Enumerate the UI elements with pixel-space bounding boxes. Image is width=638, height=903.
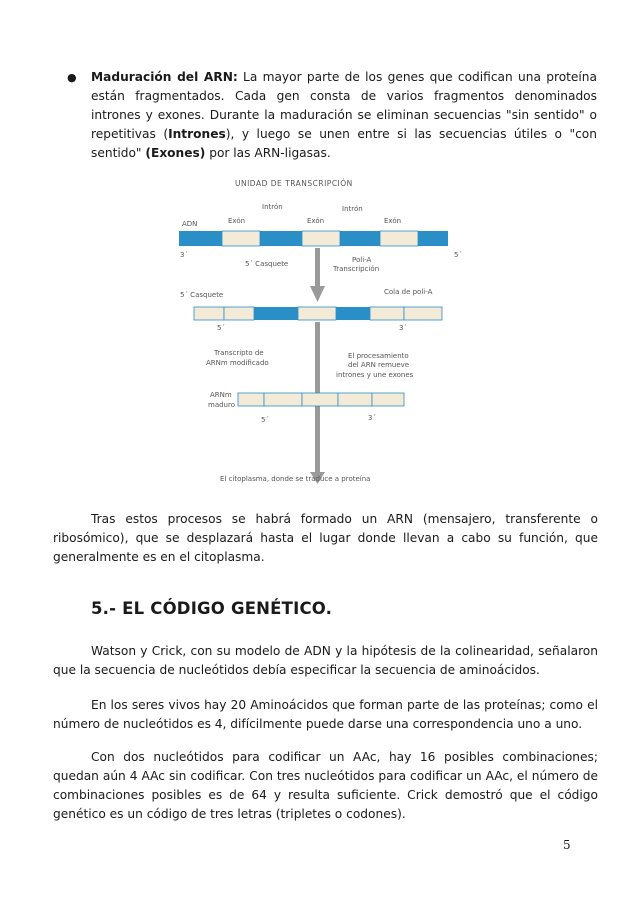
exon-1-label: Exón <box>228 217 246 225</box>
exon-2-label: Exón <box>307 217 325 225</box>
paragraph-watson-crick: Watson y Crick, con su modelo de ADN y la hipótesis de la colinearidad, señalaron que la secuencia de nucleótidos debía especificar la secuencia de aminoácidos. <box>53 644 598 677</box>
bullet-introns: Intrones <box>168 127 226 141</box>
bullet-text-3: por las ARN-ligasas. <box>205 146 331 160</box>
section-heading: 5.- EL CÓDIGO GENÉTICO. <box>91 599 333 618</box>
cytoplasm-label: El citoplasma, donde se traduce a proteína <box>220 475 371 483</box>
intron-2-label: Intrón <box>342 205 363 213</box>
paragraph-tripletes: Con dos nucleótidos para codificar un AAc, hay 16 posibles combinaciones; quedan aún 4 AAc sin codificar. Con tres nucleótidos para codificar un AAc, el número de combinaciones posibles es de 64 y resulta suficiente. Crick demostró que el código genético es un código de tres letras (tripletes o codones). <box>53 750 598 821</box>
dna-segment-1 <box>179 231 222 246</box>
bullet-term: Maduración del ARN: <box>91 70 238 84</box>
bullet-exons: (Exones) <box>145 146 206 160</box>
cap-label: 5´ Casquete <box>245 260 289 268</box>
mrna-tail <box>372 393 404 406</box>
polya-tail-label: Cola de poli-A <box>384 288 433 296</box>
rna-3-label: 3´ <box>399 324 407 332</box>
arrow-1-shaft <box>315 248 320 288</box>
exon-3-label: Exón <box>384 217 402 225</box>
polya-label: Poli-A <box>352 256 372 264</box>
rna-exon-2 <box>298 307 336 320</box>
rna-polya-tail <box>404 307 442 320</box>
dna-intron-1 <box>260 231 302 246</box>
rna-5-label: 5´ <box>217 324 225 332</box>
mrna-3-label: 3´ <box>368 414 376 422</box>
dna-segment-end <box>418 231 448 246</box>
processing-label-3: intrones y une exones <box>336 371 414 379</box>
paragraph-aminoacidos: En los seres vivos hay 20 Aminoácidos que forman parte de las proteínas; como el número de nucleótidos es 4, difícilmente puede darse una correspondencia uno a uno. <box>53 698 598 731</box>
mrna-exon-2 <box>302 393 338 406</box>
bullet-text <box>91 68 597 163</box>
mature-label-2: maduro <box>208 401 235 409</box>
diagram-title: UNIDAD DE TRANSCRIPCIÓN <box>235 179 353 188</box>
transcript-label-1: Transcripto de <box>214 349 264 357</box>
dna-exon-2 <box>302 231 340 246</box>
dna-exon-3 <box>380 231 418 246</box>
rna-exon-1 <box>224 307 254 320</box>
adn-label: ADN <box>182 220 198 228</box>
bullet-icon: ● <box>67 71 77 84</box>
rna-exon-3 <box>370 307 404 320</box>
cap-label-2: 5´ Casquete <box>180 291 224 299</box>
rna-cap <box>194 307 224 320</box>
rna-intron-1 <box>254 307 298 320</box>
dna-intron-2 <box>340 231 380 246</box>
intron-1-label: Intrón <box>262 203 283 211</box>
bullet-text-2: ), y luego se unen entre si las secuencias útiles o "con sentido" <box>91 127 597 160</box>
dna-5-end: 5´ <box>454 251 462 259</box>
arrow-1-head <box>310 286 325 302</box>
processing-label-1: El procesamiento <box>348 352 409 360</box>
bullet-maduracion <box>67 68 597 163</box>
dna-exon-1 <box>222 231 260 246</box>
rna-intron-2 <box>336 307 370 320</box>
mrna-5-label: 5´ <box>261 416 269 424</box>
transcript-label-2: ARNm modificado <box>206 359 269 367</box>
dna-3-end: 3´ <box>180 251 188 259</box>
processing-label-2: del ARN remueve <box>348 361 410 369</box>
diagram-svg <box>170 178 480 488</box>
mrna-exon-1 <box>264 393 302 406</box>
rna-maturation-diagram <box>170 178 480 488</box>
mrna-exon-3 <box>338 393 372 406</box>
bullet-text-1: La mayor parte de los genes que codifican una proteína están fragmentados. Cada gen consta de varios fragmentos denominados intrones y exones. Durante la maduración se eliminan secuencias "sin sentido" o repetitivas ( <box>91 70 598 141</box>
paragraph-arn-destino: Tras estos procesos se habrá formado un ARN (mensajero, transferente o ribosómico), que se desplazará hasta el lugar donde llevan a cabo su función, que generalmente es en el citoplasma. <box>53 512 598 564</box>
mrna-cap <box>238 393 264 406</box>
page-number: 5 <box>563 838 571 852</box>
transcription-label: Transcripción <box>333 265 380 273</box>
mature-label-1: ARNm <box>210 391 232 399</box>
